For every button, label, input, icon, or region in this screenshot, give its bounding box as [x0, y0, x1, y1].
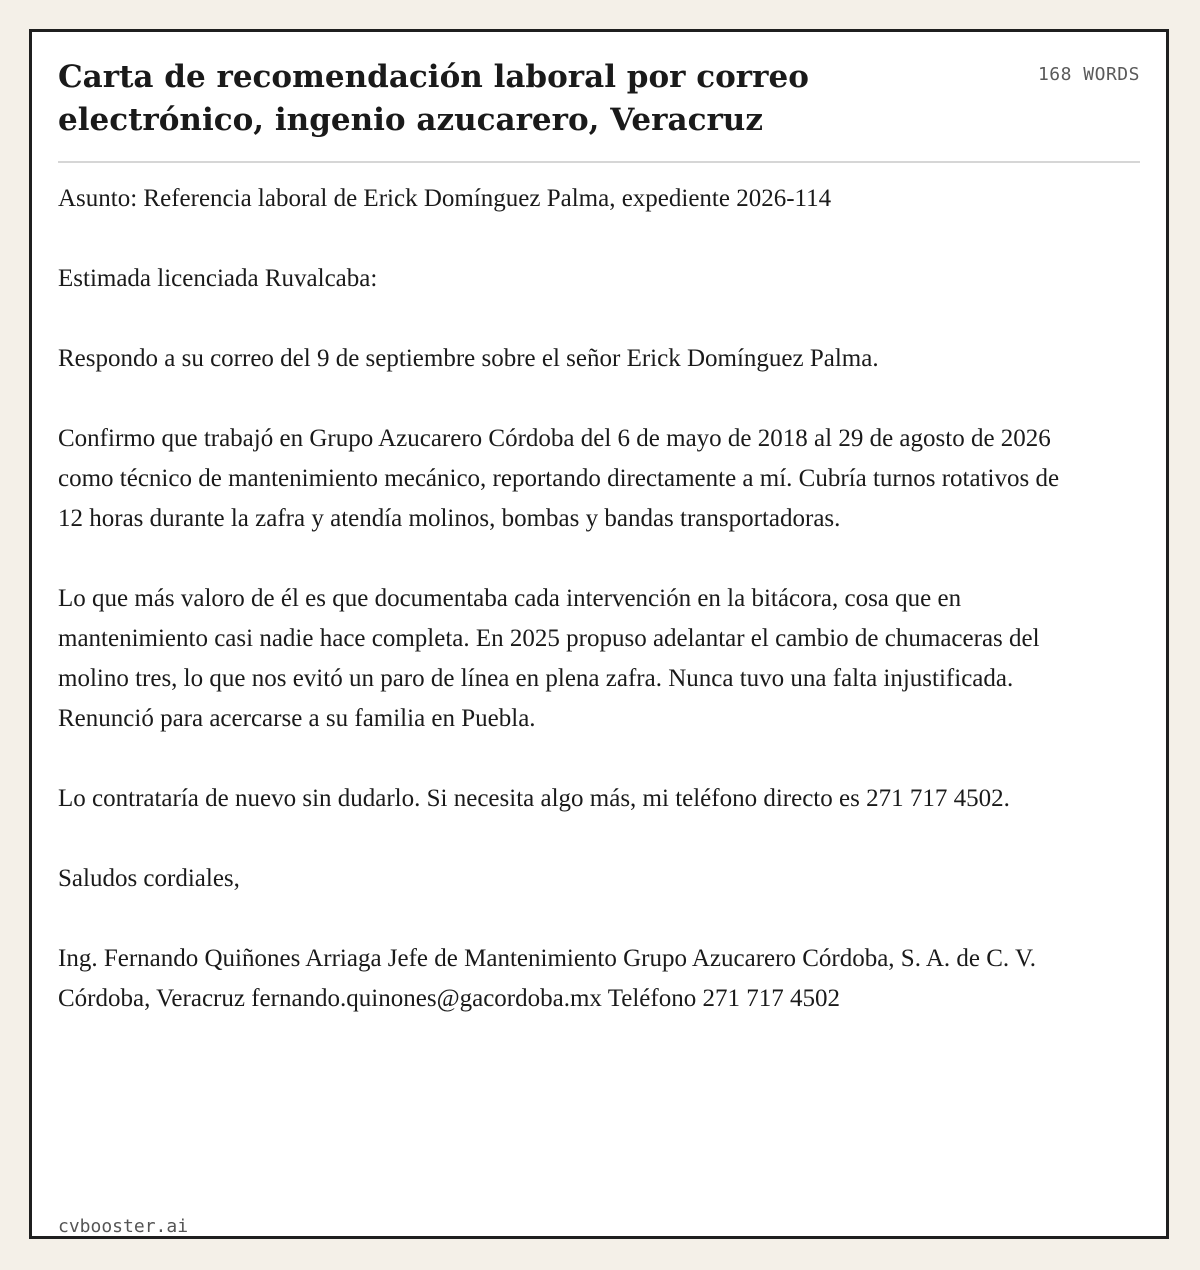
letter-paragraph: Confirmo que trabajó en Grupo Azucarero Córdoba del 6 de mayo de 2018 al 29 de agosto de 2026 como técnico de mantenimiento mecánico, reportando directamente a mí. Cubría turnos rotativos de 12 horas durante la zafra y atendía molinos, bombas y bandas transportadoras.: [58, 425, 1060, 532]
footer-brand: cvbooster.ai: [58, 1216, 189, 1237]
word-count-badge: 168 WORDS: [1037, 64, 1140, 85]
letter-paragraph: Lo contrataría de nuevo sin dudarlo. Si necesita algo más, mi teléfono directo es 271 717 4502.: [58, 785, 1010, 812]
letter-card: [29, 29, 1169, 1239]
header-divider: [58, 161, 1140, 163]
letter-paragraph: Respondo a su correo del 9 de septiembre sobre el señor Erick Domínguez Palma.: [58, 345, 879, 372]
letter-subject: Asunto: Referencia laboral de Erick Domínguez Palma, expediente 2026-114: [58, 185, 832, 212]
page-title: Carta de recomendación laboral por correo electrónico, ingenio azucarero, Veracruz: [58, 59, 809, 138]
letter-greeting: Estimada licenciada Ruvalcaba:: [58, 265, 378, 292]
letter-closing: Saludos cordiales,: [58, 865, 240, 892]
letter-body: [58, 179, 1068, 1059]
letter-header: [58, 56, 1140, 142]
letter-paragraph: Lo que más valoro de él es que documentaba cada intervención en la bitácora, cosa que en mantenimiento casi nadie hace completa. En 2025 propuso adelantar el cambio de chumaceras del molino tres, lo que nos evitó un paro de línea en plena zafra. Nunca tuvo una falta injustificada. Renunció para acercarse a su familia en Puebla.: [58, 585, 1040, 732]
letter-signature: Ing. Fernando Quiñones Arriaga Jefe de Mantenimiento Grupo Azucarero Córdoba, S. A. de C. V. Córdoba, Veracruz fernando.quinones@gacordoba.mx Teléfono 271 717 4502: [58, 945, 1037, 1012]
